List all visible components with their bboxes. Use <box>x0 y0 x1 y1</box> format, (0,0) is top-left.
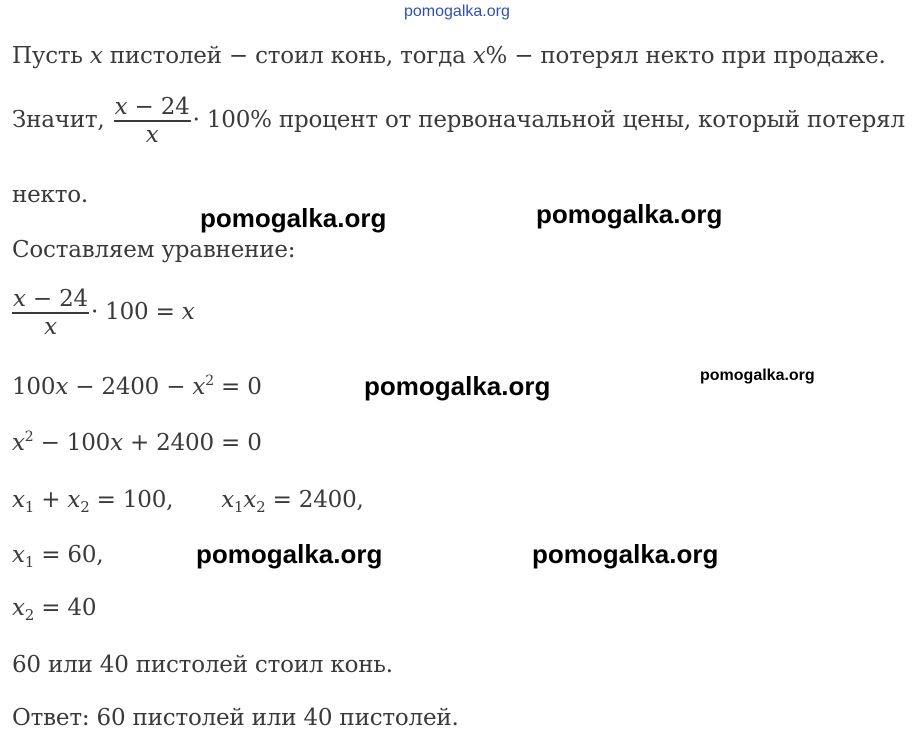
variable-x: x <box>44 313 57 340</box>
variable-x: x <box>114 94 128 120</box>
text: = 2400, <box>265 487 364 513</box>
text: = 60, <box>34 542 104 568</box>
line-quadratic <box>12 429 262 457</box>
line-percent-expression <box>12 94 905 148</box>
text: − 24 <box>25 286 88 312</box>
variable-x: x <box>472 43 486 69</box>
variable-x: x <box>67 487 81 513</box>
subscript: 1 <box>24 553 35 571</box>
line-expanded-equation <box>12 373 262 401</box>
line-equation-heading <box>12 236 295 264</box>
text: = 40 <box>34 595 97 621</box>
text: некто. <box>12 182 88 208</box>
subscript: 2 <box>24 606 35 624</box>
line-condition <box>12 42 886 70</box>
variable-x: x <box>55 374 69 400</box>
line-conclusion <box>12 651 393 679</box>
variable-x: x <box>110 430 123 456</box>
variable-x: x <box>12 595 25 621</box>
variable-x: x <box>221 487 235 513</box>
exponent: 2 <box>205 373 214 389</box>
fraction-numerator <box>114 94 191 120</box>
variable-x: x <box>145 121 159 148</box>
watermark: pomogalka.org <box>700 367 815 384</box>
line-equation <box>12 286 195 340</box>
text: = 100, <box>89 487 174 513</box>
watermark: pomogalka.org <box>364 371 551 401</box>
text: − 2400 − <box>68 374 193 400</box>
fraction <box>114 94 191 148</box>
watermark: pomogalka.org <box>196 539 383 569</box>
text: Пусть <box>12 43 90 69</box>
text: − 100 <box>33 430 111 456</box>
subscript: 2 <box>256 498 266 516</box>
variable-x: x <box>12 487 25 513</box>
watermark: pomogalka.org <box>536 199 723 229</box>
variable-x: x <box>12 430 25 456</box>
line-root-1 <box>12 541 103 569</box>
text: 60 или 40 пистолей стоил конь. <box>12 652 393 678</box>
subscript: 2 <box>80 498 90 516</box>
variable-x: x <box>13 286 26 312</box>
text: · 100% процент от первоначальной цены, который потерял <box>192 106 905 133</box>
line-continuation <box>12 181 88 209</box>
variable-x: x <box>192 374 206 400</box>
text: пистолей − стоил конь, тогда <box>102 43 473 69</box>
line-root-2 <box>12 594 96 622</box>
text: % − потерял некто при продаже. <box>485 43 886 69</box>
text: Ответ: 60 пистолей или 40 пистолей. <box>12 705 459 731</box>
watermark: pomogalka.org <box>200 203 387 233</box>
text: · 100 = <box>90 298 182 325</box>
text: − 24 <box>127 94 190 120</box>
fraction-denominator <box>12 314 89 340</box>
subscript: 1 <box>234 498 244 516</box>
variable-x: x <box>89 43 103 69</box>
exponent: 2 <box>24 429 34 445</box>
text: Значит, <box>12 106 112 133</box>
text: 100 <box>12 374 56 400</box>
text: + 2400 = 0 <box>122 430 262 456</box>
line-vieta <box>12 486 364 514</box>
subscript: 1 <box>24 498 35 516</box>
text: = 0 <box>213 374 262 400</box>
fraction-denominator <box>114 122 191 148</box>
watermark-header: pomogalka.org <box>404 3 510 20</box>
fraction <box>12 286 89 340</box>
variable-x: x <box>12 542 25 568</box>
fraction-numerator <box>12 286 89 312</box>
text: + <box>34 487 68 513</box>
text: Составляем уравнение: <box>12 237 296 263</box>
variable-x: x <box>243 487 257 513</box>
variable-x: x <box>181 298 195 325</box>
watermark: pomogalka.org <box>532 539 719 569</box>
line-answer <box>12 704 459 732</box>
